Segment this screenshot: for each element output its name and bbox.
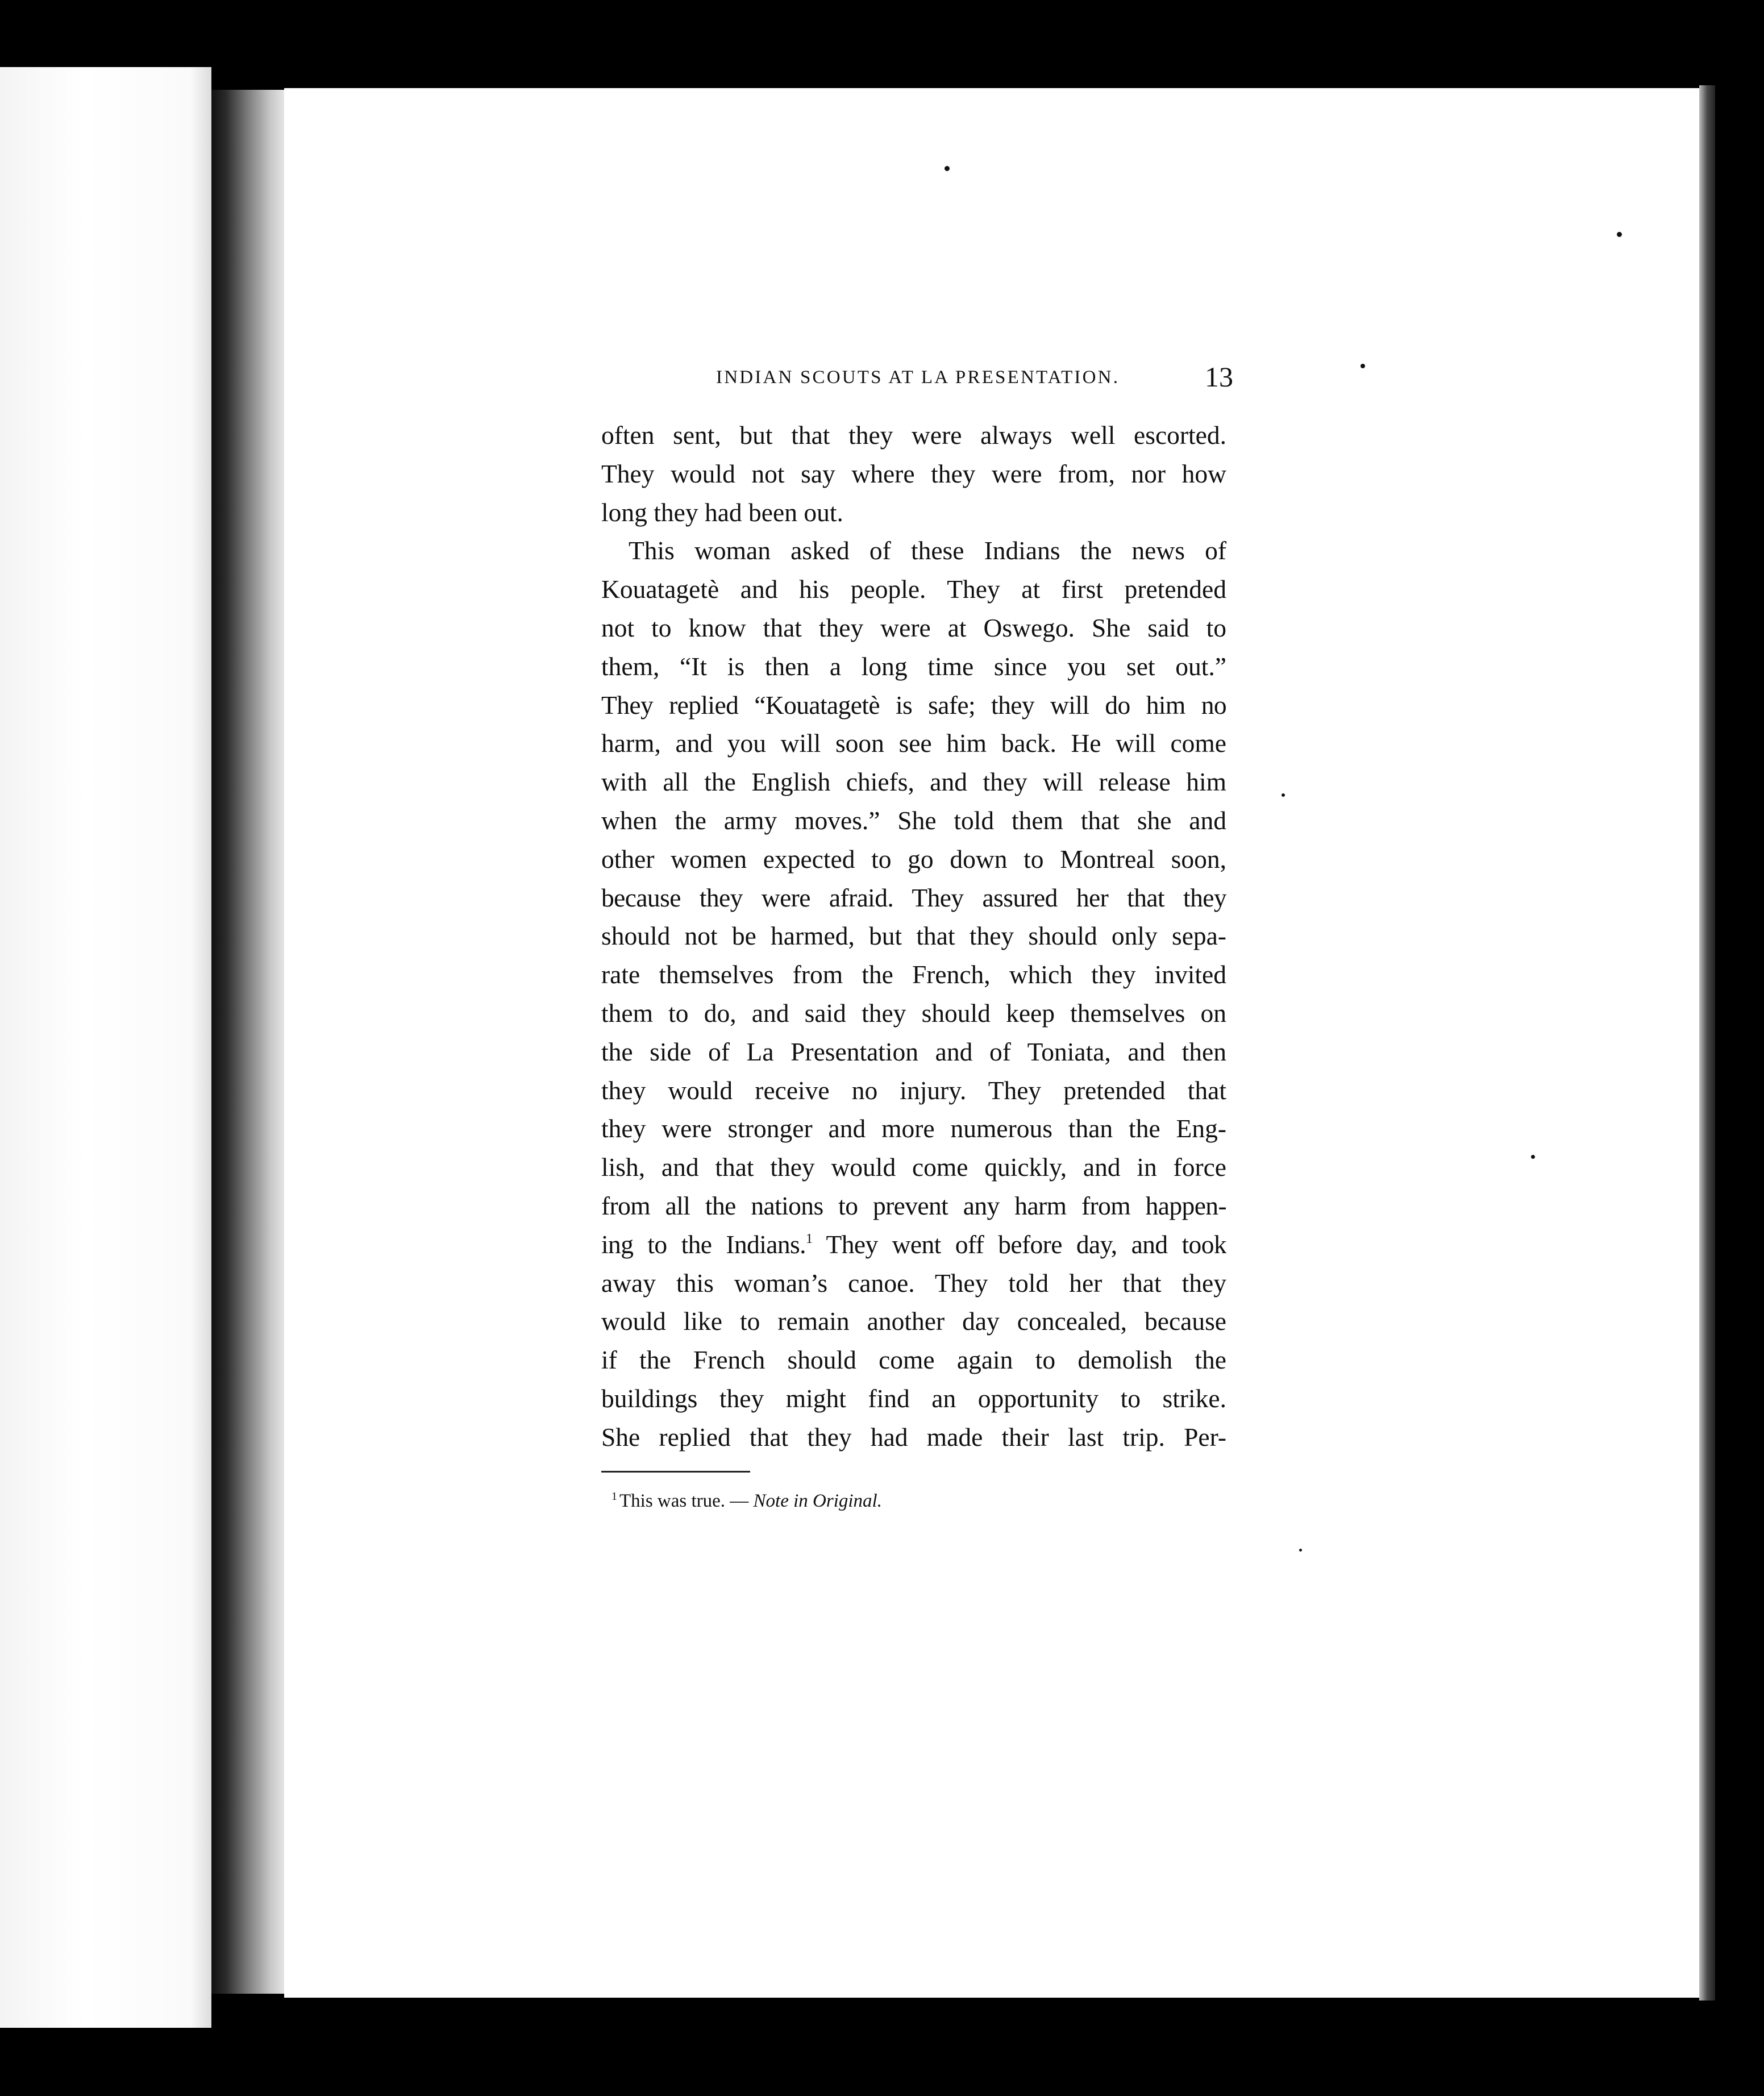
footnote-rule [601,1471,750,1473]
text-line [601,1225,1226,1264]
scan-speck [1531,1155,1535,1159]
text-line: they were stronger and more numerous than the Eng- [601,1114,1226,1143]
text-line: when the army moves.” She told them that she and [601,805,1226,835]
text-line: away this woman’s canoe. They told her that they [601,1268,1226,1297]
footnote-text: This was true. — [619,1491,754,1511]
text-line-tail: They went off before day, and took [812,1229,1226,1259]
book-gutter-shadow [211,90,291,1994]
text-line: They replied “Kouatagetè is safe; they will do him no [601,690,1226,720]
text-line: lish, and that they would come quickly, and in force [601,1153,1226,1182]
text-line: buildings they might find an opportunity to strike. [601,1383,1226,1413]
scan-speck [945,166,950,171]
footnote [611,1490,882,1512]
text-line: because they were afraid. They assured her that they [601,883,1226,912]
scan-speck [1617,232,1622,237]
page-number: 13 [1205,361,1233,393]
text-line-head: ing to the Indians. [601,1229,806,1259]
text-line: harm, and you will soon see him back. He will come [601,729,1226,758]
scan-speck [1282,793,1285,797]
running-head [716,361,1233,398]
text-line: rate themselves from the French, which they invited [601,960,1226,989]
text-line: other women expected to go down to Montreal soon, [601,844,1226,874]
text-line: from all the nations to prevent any harm from happen- [601,1191,1226,1220]
previous-page-edge [0,67,211,2028]
text-line: not to know that they were at Oswego. She said to [601,613,1226,642]
text-line: often sent, but that they were always well escorted. [601,421,1226,450]
running-head-title: INDIAN SCOUTS AT LA PRESENTATION. [716,367,1120,388]
scan-speck [1361,364,1365,368]
text-line: the side of La Presentation and of Toniata, and then [601,1037,1226,1066]
text-line: would like to remain another day concealed, because [601,1307,1226,1336]
text-line: them, “It is then a long time since you set out.” [601,651,1226,681]
footnote-marker: 1 [611,1490,617,1503]
text-line: them to do, and said they should keep themselves on [601,998,1226,1028]
text-line: They would not say where they were from, nor how [601,459,1226,488]
text-line: This woman asked of these Indians the news of [629,536,1226,565]
text-line: long they had been out. [601,497,843,527]
book-right-edge [1699,85,1715,2001]
body-text [601,416,1226,1457]
footnote-italic: Note in Original. [753,1491,882,1511]
scan-speck [1299,1549,1302,1552]
text-line: with all the English chiefs, and they will release him [601,767,1226,797]
text-line: Kouatagetè and his people. They at first pretended [601,575,1226,604]
text-line: they would receive no injury. They pretended that [601,1075,1226,1105]
text-line: She replied that they had made their last trip. Per- [601,1422,1226,1452]
footnote-reference: 1 [805,1231,813,1246]
text-line: if the French should come again to demolish the [601,1345,1226,1375]
text-line: should not be harmed, but that they should only sepa- [601,921,1226,951]
